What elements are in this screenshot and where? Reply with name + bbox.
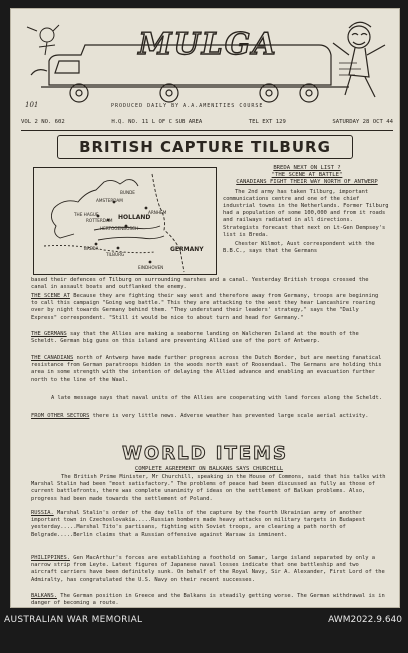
article-paragraph [31, 593, 387, 607]
map-drawing [34, 168, 218, 276]
map-label-tilburg: TILBURG [106, 252, 125, 257]
paragraph-text: say that the Allies are making a seaborne landing on Walcheren Island at the mouth of the Scheldt. German big guns on this island are preventing Allied use of the port of Antwerp. [31, 331, 359, 345]
institution-credit: AUSTRALIAN WAR MEMORIAL [4, 615, 143, 625]
volume-number: VOL 2 NO. 602 [21, 119, 65, 125]
paragraph-lead: RUSSIA. [31, 510, 54, 516]
right-column [223, 165, 391, 255]
article-paragraph: Chester Wilmot, Aust correspondent with the B.B.C., says that the Germans [223, 241, 375, 255]
map-label-breda: BREDA [84, 246, 99, 251]
subheading-battle: "THE SCENE AT BATTLE" [271, 172, 343, 179]
paragraph-text: Marshal Stalin's order of the day tells of the capture by the fourth Ukrainian army of another important town in Czechoslovakia.....Russian bombers made heavy attacks on military targets in Budapest yesterday.....Marshal Tito's partisans, fighting with Soviet troops, are clearing a path north of Belgrade.....Berlin claims that a Russian offensive against Warsaw is imminent. [31, 510, 366, 538]
paragraph-text: Gen MacArthur's forces are establishing a foothold on Samar, large island separated by only a narrow strip from Leyte. Latest figures of Japanese naval losses indicate that one battleship and two aircraft carriers have been definitely sunk. On behalf of the Royal Navy, Sir A. Alexander, First Lord of the Admiralty, has congratulated the U.S. Navy on their recent successes. [31, 555, 385, 583]
paragraph-lead: THE SCENE AT [31, 293, 70, 299]
map-label-amsterdam: AMSTERDAM [96, 198, 123, 203]
info-line [21, 119, 393, 129]
article-paragraph [31, 355, 387, 384]
map-label-hertogenbosch: HERTOGENBOSCH [100, 226, 139, 231]
paragraph-text: there is very little news. Adverse weather has prevented large scale aerial activity. [89, 413, 369, 419]
article-paragraph [31, 293, 387, 322]
map-label-holland: HOLLAND [118, 214, 151, 221]
map-label-bunde: BUNDE [120, 190, 135, 195]
world-items-subheading: COMPLETE AGREEMENT ON BALKANS SAYS CHURCHILL [134, 466, 284, 472]
article-paragraph: The British Prime Minister, Mr Churchill, speaking in the House of Commons, said that his talks with Marshal Stalin had been "most satisfactory." The problems of peace had been discussed as fully as those of current battlefronts, there was complete unanimity of ideas on the settlement of Balkan problems. Also, progress had been made towards the settlement of Poland. [31, 474, 386, 502]
paragraph-lead: THE GERMANS [31, 331, 67, 337]
paragraph-text: The German position in Greece and the Balkans is steadily getting worse. The German withdrawal is in danger of becoming a route. [31, 593, 385, 607]
accession-number: AWM2022.9.640 [328, 615, 402, 625]
masthead [19, 15, 393, 115]
subheading-canadians: CANADIANS FIGHT THEIR WAY NORTH OF ANTWERP [236, 179, 378, 186]
paragraph-lead: BALKANS. [31, 593, 57, 599]
document-page [10, 8, 400, 608]
produced-line: PRODUCED DAILY BY A.A.AMENITIES COURSE [111, 103, 264, 109]
paragraph-text: north of Antwerp have made further progress across the Dutch Border, but are meeting fanatical resistance from German paratroops hidden in the woods north east of Roosendaal. The Germans are holding this area in some strength with the intention of delaying the Allied advance and enabling an evacuation further north to the line of the Waal. [31, 355, 382, 383]
headquarters: H.Q. NO. 11 L OF C SUB AREA [111, 119, 203, 125]
article-paragraph: The 2nd army has taken Tilburg, important communications centre and one of the chief industrial towns in the Netherlands. Former Tilburg had a population of some 100,000 and from it roads and railways radiated in all directions. Strategists forecast that next on Lt-Gen Dempsey's list is Breda. [223, 188, 389, 238]
issue-date: SATURDAY 28 OCT 44 [332, 119, 393, 125]
main-headline: BRITISH CAPTURE TILBURG [57, 135, 353, 159]
article-paragraph [31, 555, 387, 584]
subheading-breda: BREDA NEXT ON LIST ? [273, 165, 341, 171]
article-paragraph: based their defences of Tilburg on surrounding marshes and a canal. Yesterday British troops crossed the canal in assault boats and outflanked the enemy. [31, 277, 369, 291]
article-paragraph [31, 413, 387, 420]
world-items-headline: WORLD ITEMS [122, 443, 288, 464]
paragraph-lead: THE CANADIANS [31, 355, 74, 361]
map-label-rotterdam: ROTTERDAM [86, 218, 113, 223]
paragraph-lead: PHILIPPINES. [31, 555, 70, 561]
article-paragraph [31, 510, 387, 539]
map-label-germany: GERMANY [170, 246, 204, 253]
article-paragraph [31, 331, 387, 345]
footer-bar [0, 613, 408, 653]
article-paragraph: A late message says that naval units of the Allies are cooperating with land forces along the Scheldt. [51, 395, 383, 401]
map-label-the-hague: THE HAGUE [74, 212, 99, 217]
masthead-title: MULGA [138, 27, 278, 62]
issue-tag: 101 [25, 101, 39, 109]
telephone: TEL EXT 129 [248, 119, 286, 125]
map-illustration [33, 167, 217, 275]
map-label-arnhem: ARNHEM [148, 210, 167, 215]
divider [21, 130, 393, 131]
paragraph-text: Because they are fighting their way west and therefore away from Germany, troops are beginning to call this campaign "Going wog battle." This they are attacking to the west they hear Lancashire roaring over by night towards Germany behind them. "They understand their leaders' strategy," says the "Daily Express" correspondent. "Still it would be nice to about turn and head for Germany." [31, 293, 379, 321]
paragraph-lead: FROM OTHER SECTORS [31, 413, 90, 419]
map-label-eindhoven: EINDHOVEN [138, 265, 164, 270]
